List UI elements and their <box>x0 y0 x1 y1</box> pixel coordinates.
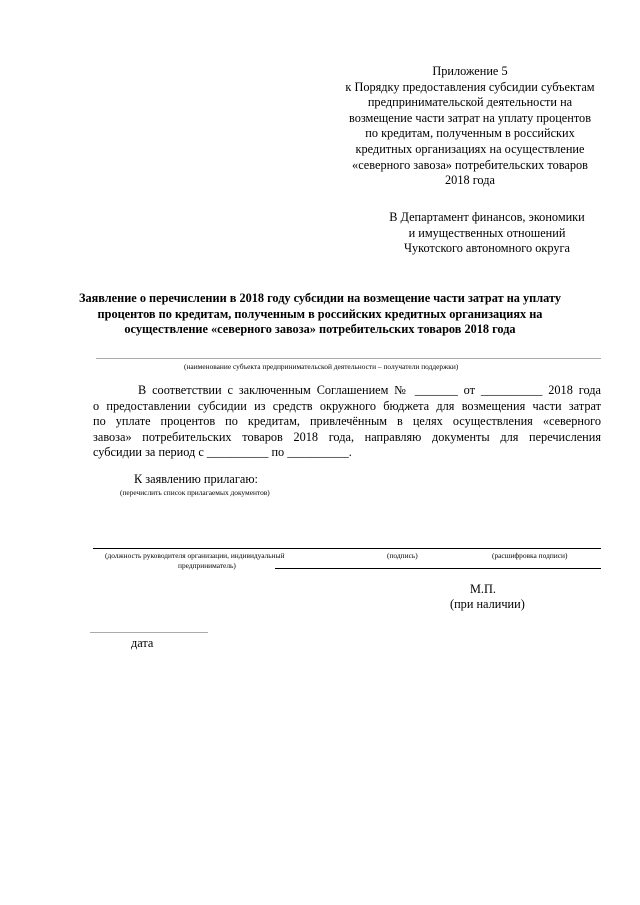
body-line: субсидии за период с __________ по __________. <box>93 445 352 460</box>
stamp-label: М.П. <box>470 582 496 596</box>
signature-line-bottom[interactable] <box>275 568 601 569</box>
addressee-line: В Департамент финансов, экономики <box>389 210 585 224</box>
position-caption-cont: предприниматель) <box>178 561 236 570</box>
date-label: дата <box>131 636 154 650</box>
document-title <box>70 291 570 338</box>
annex-line: по кредитам, полученным в российских <box>365 126 575 141</box>
addressee-line: и имущественных отношений <box>408 225 566 240</box>
annex-line: «северного завоза» потребительских товаров <box>352 157 588 172</box>
annex-line: кредитных организациях на осуществление <box>355 141 585 156</box>
signature-line-top[interactable] <box>93 548 601 549</box>
annex-line: 2018 года <box>445 173 495 188</box>
title-line: Заявление о перечислении в 2018 году субсидии на возмещение части затрат на уплату <box>78 291 562 305</box>
addressee-line: Чукотского автономного округа <box>404 241 570 256</box>
addressee-block <box>372 210 602 257</box>
date-line[interactable] <box>90 632 208 633</box>
decoding-caption: (расшифровка подписи) <box>492 551 568 560</box>
title-line: процентов по кредитам, полученным в российских кредитных организациях на <box>97 306 543 321</box>
signature-caption: (подпись) <box>387 551 418 560</box>
body-line: о предоставлении субсидии из средств окружного бюджета для возмещения части затрат <box>93 398 601 413</box>
attachments-caption: (перечислить список прилагаемых документов) <box>120 488 270 497</box>
stamp-note: (при наличии) <box>450 597 525 611</box>
body-line: В соответствии с заключенным Соглашением № _______ от __________ 2018 года <box>138 383 601 397</box>
annex-line: к Порядку предоставления субсидии субъектам <box>345 79 595 94</box>
title-line: осуществление «северного завоза» потребительских товаров 2018 года <box>124 322 516 337</box>
annex-block <box>330 64 610 189</box>
subject-name-line[interactable] <box>96 358 601 359</box>
annex-line: Приложение 5 <box>432 64 508 78</box>
position-caption: (должность руководителя организации, индивидуальный <box>105 551 285 560</box>
body-paragraph <box>93 383 601 461</box>
subject-caption: (наименование субъекта предпринимательской деятельности – получатели поддержки) <box>184 362 459 371</box>
annex-line: предпринимательской деятельности на <box>367 95 573 110</box>
annex-line: возмещение части затрат на уплату процентов <box>348 110 592 125</box>
body-line: завоза» потребительских товаров 2018 года, направляю документы для перечисления <box>93 429 601 444</box>
body-line: по уплате процентов по кредитам, привлечённым в целях осуществления «северного <box>93 414 601 429</box>
attachments-heading: К заявлению прилагаю: <box>134 472 258 486</box>
